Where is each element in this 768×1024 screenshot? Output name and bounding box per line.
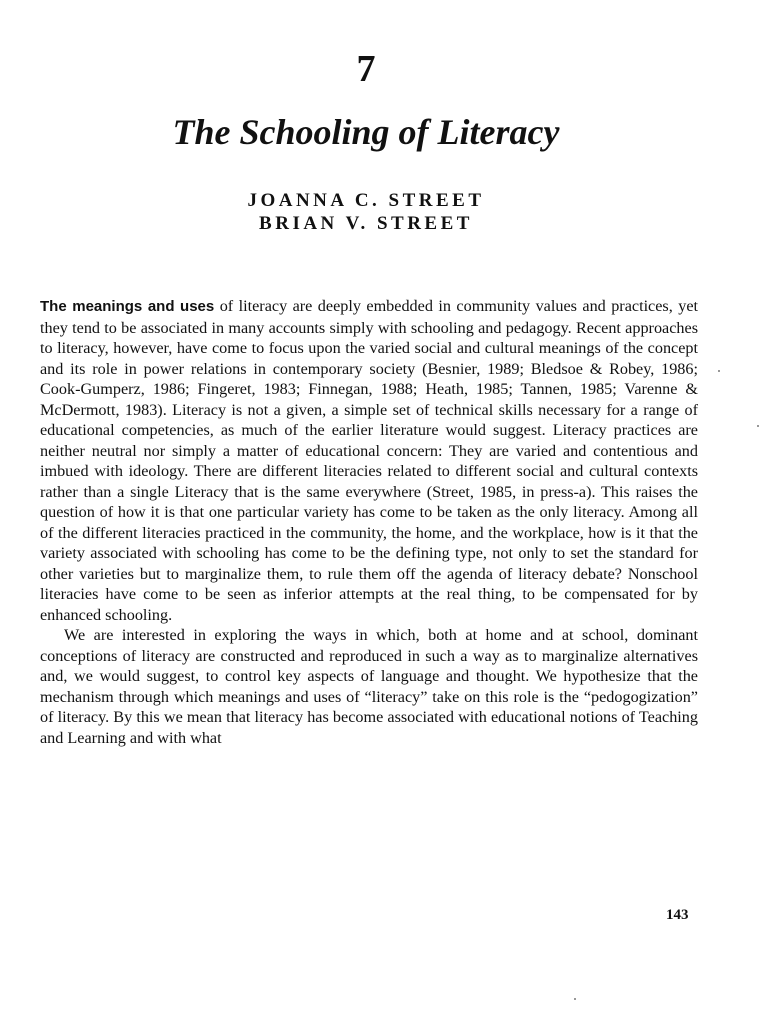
author-name: JOANNA C. STREET (247, 190, 485, 211)
chapter-body (40, 296, 698, 748)
scan-speck (574, 998, 576, 1000)
author-list (0, 189, 732, 235)
author-name: BRIAN V. STREET (259, 213, 473, 234)
lead-in-phrase: The meanings and uses (40, 298, 215, 315)
scan-speck (757, 425, 759, 427)
body-paragraph: We are interested in exploring the ways in which, both at home and at school, dominant conceptions of literacy are constructed and reproduced in such a way as to marginalize alternatives and, we would suggest, to control key aspects of language and thought. We hypothesize that the mechanism through which meanings and uses of “literacy” take on this role is the “pedogogization” of literacy. By this we mean that literacy has become associated with educational notions of Teaching and Learning and with what (40, 626, 698, 747)
chapter-number: 7 (356, 48, 376, 90)
chapter-title: The Schooling of Literacy (172, 112, 560, 152)
scan-speck (718, 370, 720, 372)
page-number: 143 (666, 907, 689, 923)
paragraph-text: of literacy are deeply embedded in community values and practices, yet they tend to be associated in many accounts simply with schooling and pedagogy. Recent approaches to literacy, however, have come to focus upon the varied social and cultural meanings of the concept and its role in power relations in contemporary society (Besnier, 1989; Bledsoe & Robey, 1986; Cook-Gumperz, 1986; Fingeret, 1983; Finnegan, 1988; Heath, 1985; Tannen, 1985; Varenne & McDermott, 1983). Literacy is not a given, a simple set of technical skills necessary for a range of educational competencies, as much of the earlier literature would suggest. Literacy practices are neither neutral nor simply a matter of educational concern: They are varied and contentious and imbued with ideology. There are different literacies related to different social and cultural contexts rather than a single Literacy that is the same everywhere (Street, 1985, in press-a). This raises the question of how it is that one particular variety has come to be taken as the only literacy. Among all of the different literacies practiced in the community, the home, and the workplace, how is it that the variety associated with schooling has come to be the defining type, not only to set the standard for other varieties but to marginalize them, to rule them off the agenda of literacy debate? Nonschool literacies have come to be seen as inferior attempts at the real thing, to be compensated for by enhanced schooling. (40, 297, 698, 624)
body-paragraph (40, 296, 698, 625)
